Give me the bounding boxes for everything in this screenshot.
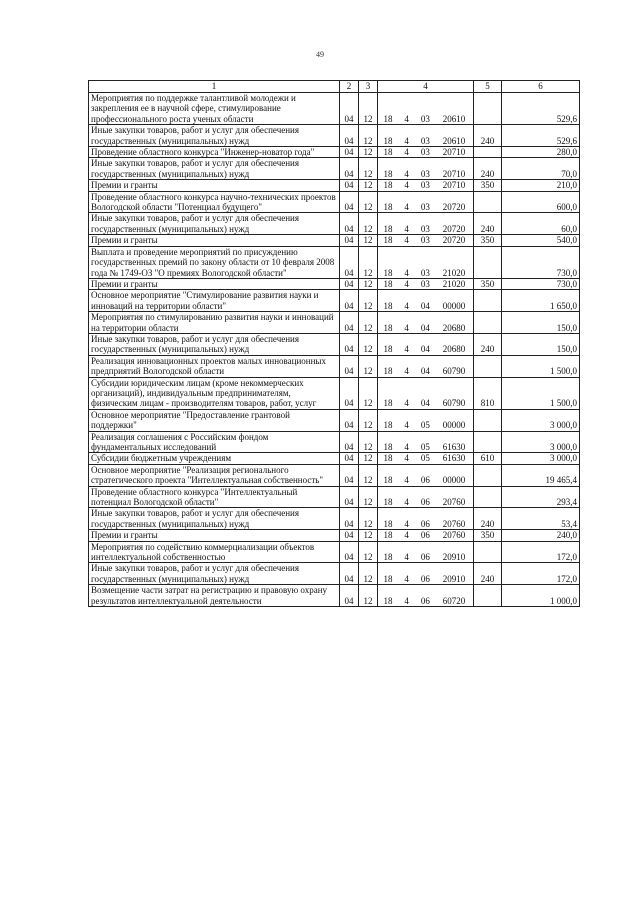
row-target-article [378,585,474,607]
row-section: 04 [340,355,359,377]
row-expense-type: 240 [474,508,502,530]
row-section: 04 [340,431,359,453]
row-target-article-part: 18 [383,267,393,278]
row-amount: 293,4 [502,486,580,508]
row-name: Премии и гранты [89,530,340,541]
row-amount: 600,0 [502,191,580,213]
row-name: Иные закупки товаров, работ и услуг для обеспечения государственных (муниципальных) нужд [89,158,340,180]
row-target-article-part: 04 [420,398,430,409]
row-expense-type [474,541,502,563]
row-amount: 172,0 [502,563,580,585]
row-expense-type: 350 [474,180,502,191]
row-section: 04 [340,191,359,213]
row-target-article-part: 4 [404,267,409,278]
row-name: Премии и гранты [89,278,340,289]
row-target-article [378,530,474,541]
row-target-article-part: 06 [420,475,430,486]
row-target-article [378,93,474,125]
row-name: Иные закупки товаров, работ и услуг для обеспечения государственных (муниципальных) нужд [89,563,340,585]
row-target-article-part: 18 [383,453,393,464]
table-row [89,377,580,409]
row-target-article-part: 18 [383,135,393,146]
row-target-article-part: 20710 [442,168,466,179]
table-row [89,409,580,431]
row-amount: 730,0 [502,278,580,289]
row-subsection: 12 [359,431,378,453]
header-col-2: 2 [340,81,359,93]
row-expense-type: 610 [474,453,502,464]
row-target-article-part: 4 [404,420,409,431]
row-section: 04 [340,278,359,289]
row-section: 04 [340,530,359,541]
row-amount: 150,0 [502,312,580,334]
row-subsection: 12 [359,125,378,147]
row-target-article-part: 4 [404,497,409,508]
row-target-article-part: 21020 [442,278,466,289]
row-target-article-part: 03 [420,278,430,289]
row-target-article-part: 18 [383,398,393,409]
row-target-article-part: 06 [420,595,430,606]
table-row [89,541,580,563]
row-target-article [378,147,474,158]
row-subsection: 12 [359,191,378,213]
row-name: Иные закупки товаров, работ и услуг для обеспечения государственных (муниципальных) нужд [89,333,340,355]
row-target-article-part: 04 [420,366,430,377]
row-amount: 210,0 [502,180,580,191]
row-target-article-part: 18 [383,573,393,584]
row-target-article-part: 4 [404,398,409,409]
table-row [89,431,580,453]
row-name: Основное мероприятие "Стимулирование развития науки и инноваций на территории области" [89,290,340,312]
row-section: 04 [340,541,359,563]
row-section: 04 [340,147,359,158]
row-target-article-part: 06 [420,530,430,541]
row-target-article-part: 4 [404,113,409,124]
row-expense-type [474,464,502,486]
row-section: 04 [340,246,359,278]
row-target-article-part: 18 [383,344,393,355]
row-expense-type [474,431,502,453]
table-body [89,93,580,607]
row-target-article-part: 4 [404,168,409,179]
header-col-4: 4 [378,81,474,93]
row-target-article-part: 18 [383,420,393,431]
table-row [89,464,580,486]
table-row [89,93,580,125]
row-name: Реализация инновационных проектов малых инновационных предприятий Вологодской области [89,355,340,377]
row-target-article-part: 20710 [442,147,466,158]
row-expense-type [474,246,502,278]
row-target-article-part: 4 [404,223,409,234]
row-target-article-part: 04 [420,300,430,311]
row-amount: 240,0 [502,530,580,541]
row-subsection: 12 [359,290,378,312]
row-target-article-part: 00000 [442,475,466,486]
row-expense-type [474,355,502,377]
row-target-article-part: 20610 [442,113,466,124]
row-target-article-part: 04 [420,322,430,333]
row-name: Иные закупки товаров, работ и услуг для обеспечения государственных (муниципальных) нужд [89,508,340,530]
row-expense-type [474,312,502,334]
table-row [89,453,580,464]
row-subsection: 12 [359,486,378,508]
row-section: 04 [340,333,359,355]
table-row [89,585,580,607]
row-section: 04 [340,290,359,312]
row-amount: 3 000,0 [502,431,580,453]
row-target-article [378,278,474,289]
row-section: 04 [340,180,359,191]
row-target-article-part: 06 [420,518,430,529]
row-target-article-part: 18 [383,322,393,333]
row-section: 04 [340,93,359,125]
row-name: Мероприятия по поддержке талантливой молодежи и закрепления ее в научной сфере, стимулирование профессионального роста ученых области [89,93,340,125]
row-subsection: 12 [359,278,378,289]
row-target-article-part: 20710 [442,180,466,191]
row-target-article-part: 03 [420,147,430,158]
row-name: Реализация соглашения с Российским фондом фундаментальных исследований [89,431,340,453]
row-target-article-part: 05 [420,453,430,464]
row-expense-type: 240 [474,213,502,235]
row-target-article-part: 20720 [442,223,466,234]
row-target-article-part: 05 [420,420,430,431]
row-section: 04 [340,464,359,486]
row-target-article-part: 20720 [442,202,466,213]
header-col-3: 3 [359,81,378,93]
table-row [89,508,580,530]
row-name: Субсидии юридическим лицам (кроме некоммерческих организаций), индивидуальным предпринимателям, физическим лицам - производителям товаров, работ, услуг [89,377,340,409]
row-amount: 3 000,0 [502,453,580,464]
row-expense-type: 350 [474,278,502,289]
row-target-article [378,235,474,246]
row-target-article-part: 60720 [442,595,466,606]
row-target-article-part: 18 [383,497,393,508]
row-target-article-part: 4 [404,344,409,355]
row-target-article-part: 18 [383,530,393,541]
row-target-article [378,508,474,530]
table-row [89,147,580,158]
row-target-article-part: 20760 [442,530,466,541]
row-target-article-part: 20610 [442,135,466,146]
row-name: Премии и гранты [89,235,340,246]
row-target-article-part: 03 [420,113,430,124]
row-name: Премии и гранты [89,180,340,191]
row-target-article-part: 4 [404,453,409,464]
row-target-article-part: 4 [404,595,409,606]
row-section: 04 [340,563,359,585]
row-subsection: 12 [359,409,378,431]
row-target-article-part: 4 [404,300,409,311]
row-name: Мероприятия по стимулированию развития науки и инноваций на территории области [89,312,340,334]
row-target-article [378,333,474,355]
row-target-article-part: 4 [404,235,409,246]
row-section: 04 [340,409,359,431]
row-name: Проведение областного конкурса "Интеллектуальный потенциал Вологодской области" [89,486,340,508]
row-target-article [378,125,474,147]
row-section: 04 [340,453,359,464]
row-target-article-part: 61630 [442,442,466,452]
table-row [89,278,580,289]
row-subsection: 12 [359,563,378,585]
row-target-article-part: 61630 [442,453,466,464]
row-section: 04 [340,377,359,409]
row-subsection: 12 [359,508,378,530]
table-row [89,180,580,191]
row-target-article [378,180,474,191]
row-target-article-part: 20680 [442,322,466,333]
row-name: Проведение областного конкурса "Инженер-новатор года" [89,147,340,158]
row-subsection: 12 [359,355,378,377]
row-amount: 70,0 [502,158,580,180]
row-target-article [378,191,474,213]
row-expense-type: 240 [474,563,502,585]
table-row [89,213,580,235]
row-name: Возмещение части затрат на регистрацию и правовую охрану результатов интеллектуальной деятельности [89,585,340,607]
row-section: 04 [340,312,359,334]
row-target-article-part: 4 [404,147,409,158]
row-target-article-part: 21020 [442,267,466,278]
row-amount: 3 000,0 [502,409,580,431]
table-row [89,246,580,278]
row-amount: 19 465,4 [502,464,580,486]
row-target-article-part: 18 [383,223,393,234]
row-target-article-part: 18 [383,442,393,452]
row-subsection: 12 [359,158,378,180]
row-target-article-part: 03 [420,267,430,278]
row-target-article [378,453,474,464]
row-target-article-part: 05 [420,442,430,452]
row-section: 04 [340,213,359,235]
row-subsection: 12 [359,453,378,464]
row-target-article-part: 06 [420,552,430,563]
row-expense-type [474,191,502,213]
table-row [89,563,580,585]
row-target-article-part: 00000 [442,420,466,431]
row-subsection: 12 [359,246,378,278]
row-subsection: 12 [359,333,378,355]
row-amount: 1 500,0 [502,377,580,409]
row-section: 04 [340,158,359,180]
row-name: Основное мероприятие "Предоставление грантовой поддержки" [89,409,340,431]
table-row [89,312,580,334]
row-target-article [378,158,474,180]
row-target-article-part: 20720 [442,235,466,246]
row-name: Иные закупки товаров, работ и услуг для обеспечения государственных (муниципальных) нужд [89,213,340,235]
row-subsection: 12 [359,93,378,125]
row-target-article-part: 18 [383,147,393,158]
row-target-article-part: 03 [420,235,430,246]
row-target-article-part: 04 [420,344,430,355]
row-target-article-part: 20910 [442,552,466,563]
row-expense-type [474,147,502,158]
row-expense-type [474,486,502,508]
row-expense-type: 350 [474,235,502,246]
row-target-article-part: 18 [383,552,393,563]
row-target-article [378,464,474,486]
row-name: Иные закупки товаров, работ и услуг для обеспечения государственных (муниципальных) нужд [89,125,340,147]
row-section: 04 [340,585,359,607]
row-target-article-part: 03 [420,223,430,234]
row-target-article [378,431,474,453]
row-target-article-part: 18 [383,300,393,311]
row-subsection: 12 [359,213,378,235]
row-target-article-part: 4 [404,518,409,529]
row-target-article-part: 18 [383,202,393,213]
table-row [89,158,580,180]
header-col-1: 1 [89,81,340,93]
row-target-article-part: 18 [383,180,393,191]
row-target-article-part: 4 [404,322,409,333]
row-target-article [378,541,474,563]
row-target-article-part: 18 [383,235,393,246]
row-amount: 540,0 [502,235,580,246]
row-subsection: 12 [359,377,378,409]
row-target-article-part: 20760 [442,497,466,508]
table-row [89,530,580,541]
row-subsection: 12 [359,585,378,607]
row-expense-type: 350 [474,530,502,541]
row-target-article-part: 20680 [442,344,466,355]
row-expense-type: 240 [474,158,502,180]
row-target-article [378,213,474,235]
row-amount: 1 500,0 [502,355,580,377]
row-target-article-part: 4 [404,442,409,452]
row-expense-type [474,585,502,607]
row-subsection: 12 [359,235,378,246]
row-name: Субсидии бюджетным учреждениям [89,453,340,464]
row-target-article-part: 18 [383,595,393,606]
row-target-article-part: 60790 [442,398,466,409]
row-expense-type [474,409,502,431]
table-row [89,355,580,377]
row-subsection: 12 [359,464,378,486]
table-row [89,125,580,147]
row-name: Основное мероприятие "Реализация регионального стратегического проекта "Интеллектуальная собственность" [89,464,340,486]
row-target-article-part: 4 [404,180,409,191]
row-target-article-part: 60790 [442,366,466,377]
row-target-article-part: 03 [420,202,430,213]
row-target-article-part: 4 [404,530,409,541]
row-subsection: 12 [359,530,378,541]
row-target-article-part: 4 [404,135,409,146]
row-name: Мероприятия по содействию коммерциализации объектов интеллектуальной собственностью [89,541,340,563]
table-row [89,191,580,213]
row-section: 04 [340,125,359,147]
row-target-article [378,355,474,377]
table-row [89,235,580,246]
row-name: Выплата и проведение мероприятий по присуждению государственных премий по закону области от 10 февраля 2008 года № 1749-ОЗ "О премиях Вологодской области" [89,246,340,278]
row-section: 04 [340,508,359,530]
page-number: 49 [316,50,324,59]
row-target-article [378,377,474,409]
header-col-5: 5 [474,81,502,93]
row-section: 04 [340,486,359,508]
row-amount: 529,6 [502,93,580,125]
table-row [89,290,580,312]
row-target-article-part: 4 [404,475,409,486]
row-name: Проведение областного конкурса научно-технических проектов Вологодской области "Потенциал будущего" [89,191,340,213]
row-expense-type: 240 [474,125,502,147]
row-subsection: 12 [359,312,378,334]
row-target-article-part: 03 [420,168,430,179]
row-target-article [378,409,474,431]
row-target-article-part: 4 [404,573,409,584]
row-target-article-part: 06 [420,497,430,508]
row-target-article-part: 4 [404,202,409,213]
row-target-article-part: 03 [420,180,430,191]
row-target-article [378,246,474,278]
row-target-article-part: 18 [383,366,393,377]
row-amount: 280,0 [502,147,580,158]
row-subsection: 12 [359,541,378,563]
row-amount: 53,4 [502,508,580,530]
row-target-article-part: 06 [420,573,430,584]
row-subsection: 12 [359,147,378,158]
row-target-article [378,486,474,508]
row-target-article-part: 20910 [442,573,466,584]
header-col-6: 6 [502,81,580,93]
row-target-article-part: 18 [383,278,393,289]
row-expense-type: 240 [474,333,502,355]
row-target-article [378,563,474,585]
row-target-article-part: 18 [383,113,393,124]
row-expense-type: 810 [474,377,502,409]
row-target-article-part: 18 [383,518,393,529]
row-target-article-part: 18 [383,475,393,486]
row-amount: 172,0 [502,541,580,563]
row-expense-type [474,93,502,125]
row-amount: 730,0 [502,246,580,278]
row-amount: 1 000,0 [502,585,580,607]
row-target-article-part: 4 [404,552,409,563]
row-expense-type [474,290,502,312]
row-target-article-part: 4 [404,366,409,377]
table-row [89,333,580,355]
row-target-article-part: 03 [420,135,430,146]
row-amount: 150,0 [502,333,580,355]
row-target-article [378,290,474,312]
row-subsection: 12 [359,180,378,191]
table-row [89,486,580,508]
budget-table [88,80,580,607]
row-section: 04 [340,235,359,246]
row-target-article-part: 4 [404,278,409,289]
row-target-article [378,312,474,334]
row-amount: 529,6 [502,125,580,147]
table-header-row [89,81,580,93]
row-amount: 1 650,0 [502,290,580,312]
row-target-article-part: 20760 [442,518,466,529]
row-amount: 60,0 [502,213,580,235]
row-target-article-part: 18 [383,168,393,179]
row-target-article-part: 00000 [442,300,466,311]
